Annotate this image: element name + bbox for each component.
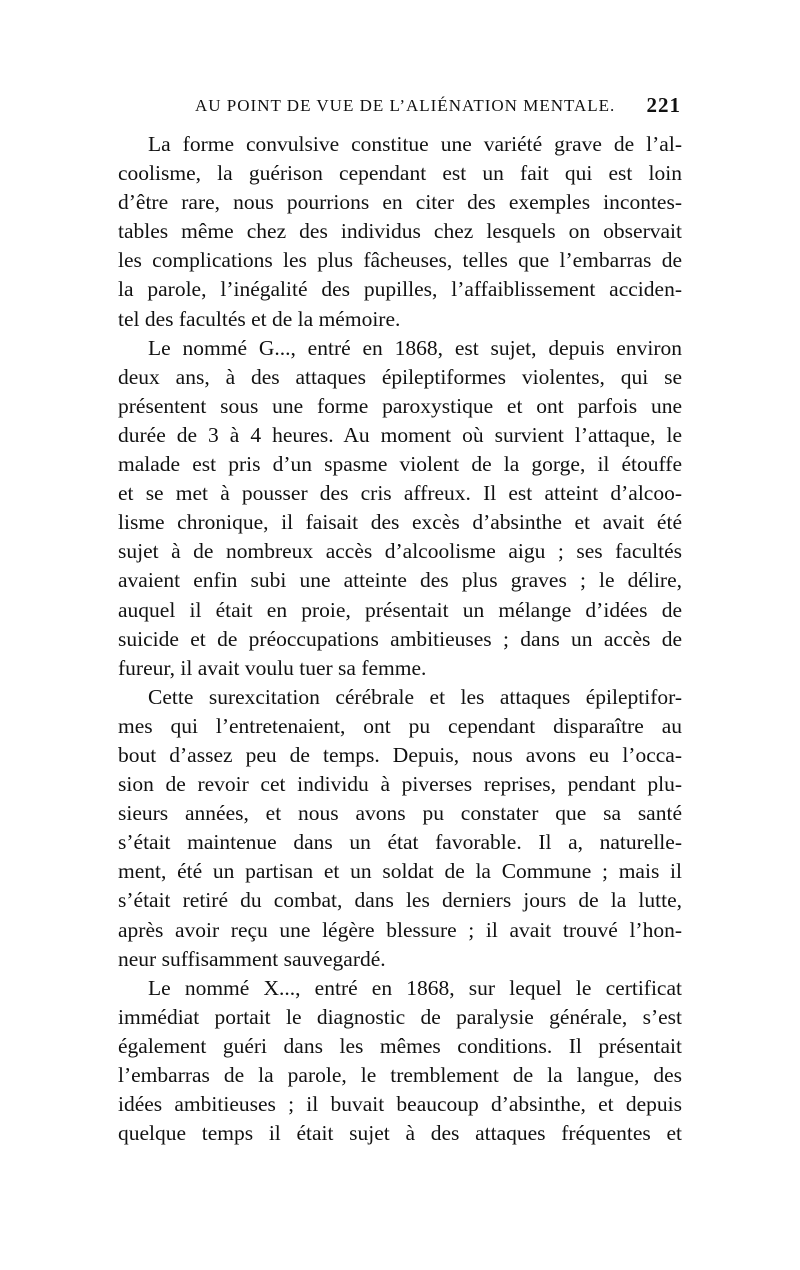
text-line: malade est pris d’un spasme violent de la gorge, il étouffe: [118, 452, 682, 477]
text-line: présentent sous une forme paroxystique et ont parfois une: [118, 393, 682, 418]
text-line: après avoir reçu une légère blessure ; il avait trouvé l’hon-: [118, 917, 682, 942]
text-line: s’était maintenue dans un état favorable. Il a, naturelle-: [118, 830, 682, 855]
text-line: s’était retiré du combat, dans les derniers jours de la lutte,: [118, 888, 682, 913]
text-line: neur suffisamment sauvegardé.: [118, 946, 386, 971]
text-line: immédiat portait le diagnostic de paralysie générale, s’est: [118, 1004, 682, 1029]
text-line: sion de revoir cet individu à piverses reprises, pendant plu-: [118, 772, 682, 797]
text-line: idées ambitieuses ; il buvait beaucoup d’absinthe, et depuis: [118, 1092, 682, 1117]
text-line: auquel il était en proie, présentait un mélange d’idées de: [118, 597, 682, 622]
text-line: deux ans, à des attaques épileptiformes violentes, qui se: [118, 364, 682, 389]
text-line: ment, été un partisan et un soldat de la Commune ; mais il: [118, 859, 682, 884]
page-number: 221: [646, 93, 681, 117]
text-line: mes qui l’entretenaient, ont pu cependant disparaître au: [118, 713, 682, 738]
text-line: tel des facultés et de la mémoire.: [118, 306, 401, 331]
text-line: sujet à de nombreux accès d’alcoolisme aigu ; ses facultés: [118, 539, 682, 564]
text-line: avaient enfin subi une atteinte des plus graves ; le délire,: [118, 568, 682, 593]
text-line: suicide et de préoccupations ambitieuses ; dans un accès de: [118, 626, 682, 651]
text-line: coolisme, la guérison cependant est un fait qui est loin: [118, 161, 682, 186]
text-line: d’être rare, nous pourrions en citer des exemples incontes-: [118, 190, 682, 215]
text-line: Le nommé X..., entré en 1868, sur lequel le certificat: [148, 975, 682, 1000]
text-line: Le nommé G..., entré en 1868, est sujet, depuis environ: [148, 335, 682, 360]
text-line: Cette surexcitation cérébrale et les attaques épileptifor-: [148, 684, 682, 709]
text-line: quelque temps il était sujet à des attaques fréquentes et: [118, 1121, 682, 1146]
text-line: la parole, l’inégalité des pupilles, l’affaiblissement acciden-: [118, 277, 682, 302]
text-line: tables même chez des individus chez lesquels on observait: [118, 219, 682, 244]
running-title: AU POINT DE VUE DE L’ALIÉNATION MENTALE.: [195, 96, 616, 115]
text-line: et se met à pousser des cris affreux. Il est atteint d’alcoo-: [118, 481, 682, 506]
text-line: l’embarras de la parole, le tremblement de la langue, des: [118, 1063, 682, 1087]
text-line: durée de 3 à 4 heures. Au moment où survient l’attaque, le: [118, 422, 682, 447]
text-line: bout d’assez peu de temps. Depuis, nous avons eu l’occa-: [118, 742, 682, 767]
text-line: La forme convulsive constitue une variété grave de l’al-: [148, 132, 682, 156]
text-line: lisme chronique, il faisait des excès d’absinthe et avait été: [118, 510, 682, 535]
body-text: [118, 130, 682, 1148]
text-line: sieurs années, et nous avons pu constater que sa santé: [118, 801, 682, 826]
text-line: fureur, il avait voulu tuer sa femme.: [118, 655, 427, 680]
text-line: les complications les plus fâcheuses, telles que l’embarras de: [118, 248, 682, 273]
text-line: également guéri dans les mêmes conditions. Il présentait: [118, 1033, 682, 1058]
